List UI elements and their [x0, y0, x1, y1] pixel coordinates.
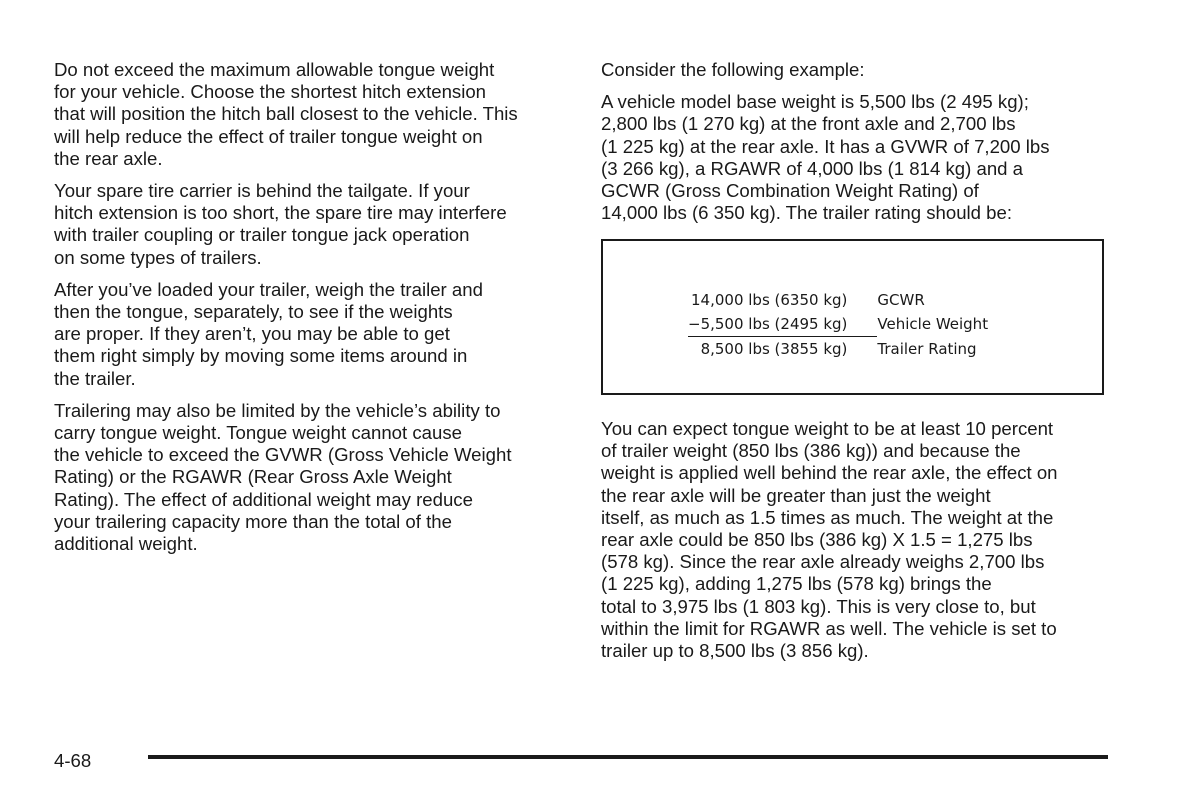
trailer-rating-calculation-box	[601, 239, 1104, 395]
text-line: weight is applied well behind the rear axle, the effect on	[601, 462, 1058, 484]
trailer-rating-calculation-table	[688, 288, 988, 361]
text-line: total to 3,975 lbs (1 803 kg). This is very close to, but	[601, 595, 1036, 617]
text-line: Do not exceed the maximum allowable tongue weight	[54, 59, 495, 80]
text-line: will help reduce the effect of trailer tongue weight on	[54, 125, 483, 147]
calc-amount: −5,500 lbs (2495 kg)	[688, 312, 877, 337]
text-line: 2,800 lbs (1 270 kg) at the front axle and 2,700 lbs	[601, 113, 1016, 135]
calc-label: Trailer Rating	[877, 339, 977, 358]
page-number: 4-68	[54, 750, 92, 771]
text-line: (3 266 kg), a RGAWR of 4,000 lbs (1 814 kg) and a	[601, 157, 1024, 179]
text-line: (1 225 kg) at the rear axle. It has a GVWR of 7,200 lbs	[601, 135, 1050, 157]
calc-amount: 8,500 lbs (3855 kg)	[700, 340, 848, 358]
text-line: Rating) or the RGAWR (Rear Gross Axle Weight	[54, 466, 452, 488]
text-line: the vehicle to exceed the GVWR (Gross Vehicle Weight	[54, 444, 512, 466]
paragraph-tongue-weight-example	[601, 418, 1121, 662]
paragraph-example	[601, 91, 1121, 224]
text-line: A vehicle model base weight is 5,500 lbs (2 495 kg);	[601, 91, 1029, 113]
calc-label: Vehicle Weight	[877, 315, 989, 334]
paragraph-spare-tire	[54, 180, 574, 269]
text-line: 14,000 lbs (6 350 kg). The trailer rating should be:	[601, 202, 1013, 224]
text-line: (1 225 kg), adding 1,275 lbs (578 kg) brings the	[601, 573, 992, 595]
calc-amount: 14,000 lbs (6350 kg)	[691, 291, 848, 309]
calc-row-vehicle-weight	[688, 312, 988, 337]
text-line: Your spare tire carrier is behind the tailgate. If your	[54, 180, 470, 202]
text-line: are proper. If they aren’t, you may be able to get	[54, 323, 450, 345]
paragraph-tongue-weight	[54, 59, 574, 170]
calc-row-trailer-rating	[688, 337, 988, 362]
text-line: itself, as much as 1.5 times as much. The weight at the	[601, 506, 1054, 528]
text-line: rear axle could be 850 lbs (386 kg) X 1.5 = 1,275 lbs	[601, 529, 1033, 551]
text-line: the trailer.	[54, 367, 136, 389]
text-line: them right simply by moving some items around in	[54, 345, 468, 367]
paragraph-trailering-limits	[54, 400, 574, 555]
calc-row-gcwr	[688, 288, 988, 312]
text-line: the rear axle.	[54, 147, 163, 169]
text-line: with trailer coupling or trailer tongue jack operation	[54, 224, 470, 246]
right-column-lower	[601, 418, 1121, 672]
text-line: Trailering may also be limited by the vehicle’s ability to	[54, 399, 501, 421]
text-line: trailer up to 8,500 lbs (3 856 kg).	[601, 640, 869, 662]
calc-label: GCWR	[877, 291, 925, 309]
paragraph-consider	[601, 59, 1121, 81]
right-column	[601, 59, 1121, 234]
text-line: your trailering capacity more than the total of the	[54, 510, 452, 532]
text-line: Rating). The effect of additional weight may reduce	[54, 488, 473, 510]
text-line: GCWR (Gross Combination Weight Rating) of	[601, 180, 979, 202]
text-line: within the limit for RGAWR as well. The vehicle is set to	[601, 617, 1057, 639]
text-line: (578 kg). Since the rear axle already weighs 2,700 lbs	[601, 551, 1045, 573]
text-line: additional weight.	[54, 533, 198, 555]
paragraph-weighing	[54, 279, 574, 390]
text-line: for your vehicle. Choose the shortest hitch extension	[54, 81, 487, 103]
text-line: Consider the following example:	[601, 59, 865, 80]
text-line: then the tongue, separately, to see if the weights	[54, 301, 453, 323]
text-line: that will position the hitch ball closest to the vehicle. This	[54, 103, 518, 125]
left-column	[54, 59, 574, 565]
text-line: After you’ve loaded your trailer, weigh the trailer and	[54, 278, 483, 300]
text-line: the rear axle will be greater than just the weight	[601, 484, 991, 506]
footer-divider	[148, 755, 1108, 759]
text-line: carry tongue weight. Tongue weight cannot cause	[54, 422, 462, 444]
text-line: hitch extension is too short, the spare tire may interfere	[54, 202, 507, 224]
text-line: of trailer weight (850 lbs (386 kg)) and because the	[601, 440, 1021, 462]
text-line: on some types of trailers.	[54, 246, 262, 268]
text-line: You can expect tongue weight to be at least 10 percent	[601, 418, 1054, 439]
